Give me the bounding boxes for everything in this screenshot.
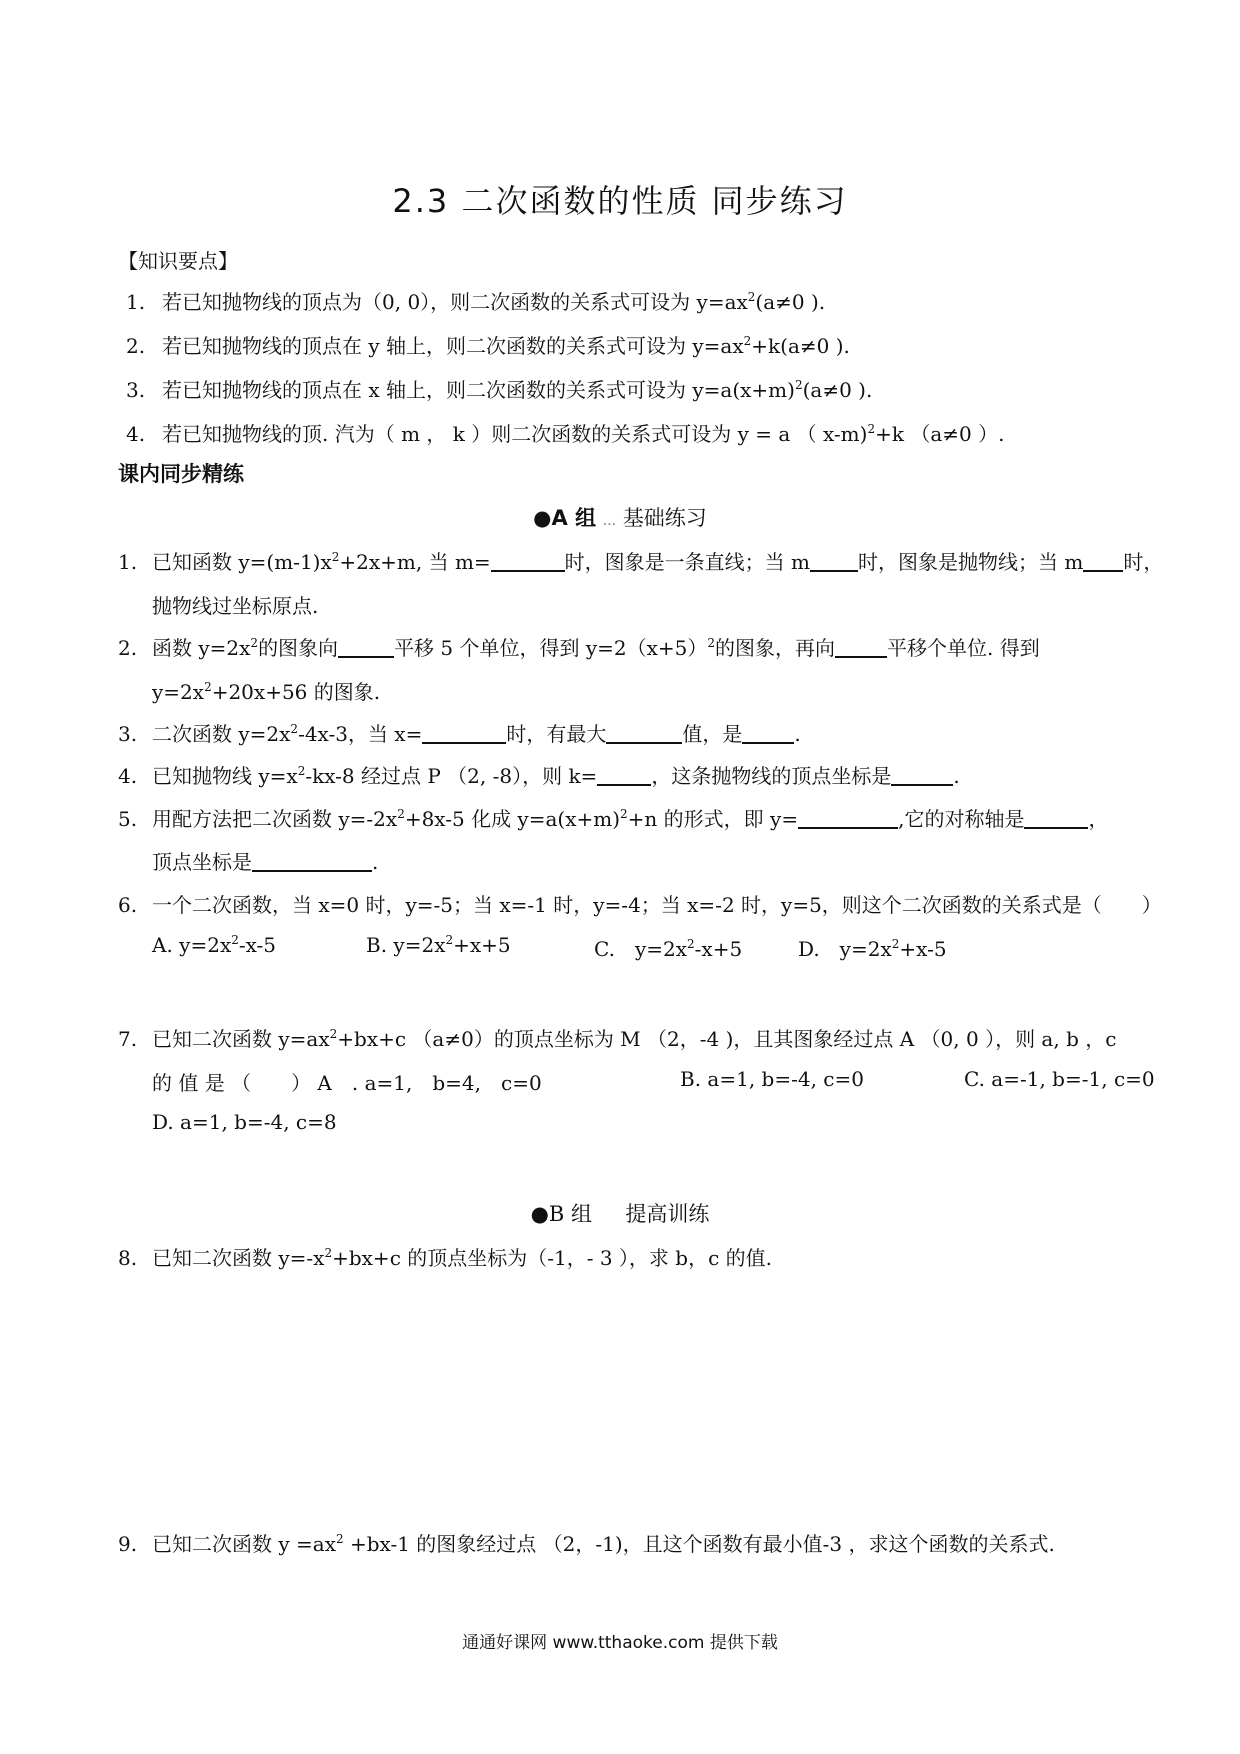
- answer-blank[interactable]: [597, 764, 651, 786]
- option-d[interactable]: D. $y=2x^2+x-5$: [798, 937, 947, 961]
- option-a[interactable]: A. $y=2x^2-x-5$: [152, 933, 277, 957]
- answer-blank[interactable]: [1083, 550, 1123, 572]
- answer-blank[interactable]: [1024, 807, 1088, 829]
- question-5: 5. 用配方法把二次函数 $y=-2x^2+8x-5$ 化成 $y=a(x+m)^2+n$ 的形式，即 y= ,它的对称轴是 ，: [118, 807, 1109, 831]
- answer-blank[interactable]: [252, 850, 372, 872]
- option-c[interactable]: C. a=-1, b=-1, c=0: [964, 1067, 1155, 1091]
- knowledge-item: 4. 若已知抛物线的顶. 汽为（ m ， k ）则二次函数的关系式可设为 y = a （ x-m)$^2$+k （a≠0 ）.: [126, 422, 1005, 446]
- option-b[interactable]: B. a=1, b=-4, c=0: [680, 1067, 864, 1091]
- section-title: 课内同步精练: [118, 462, 244, 486]
- question-1-continued: 抛物线过坐标原点.: [152, 594, 319, 618]
- question-6: 6. 一个二次函数，当 x=0 时，y=-5；当 x=-1 时，y=-4；当 x=-2 时，y=5，则这个二次函数的关系式是（ ）: [118, 893, 1162, 917]
- group-b-heading: ●B 组 提高训练: [530, 1202, 710, 1226]
- question-3: 3. 二次函数 $y=2x^2-4x-3$，当 x= 时，有最大 值，是 .: [118, 722, 801, 746]
- question-7: 7. 已知二次函数 $y=ax^2+bx+c$ （a≠0）的顶点坐标为 M （2，-4 )，且其图象经过点 A （0, 0 ），则 a, b ，c: [118, 1027, 1117, 1051]
- knowledge-item: 2. 若已知抛物线的顶点在 y 轴上，则二次函数的关系式可设为 $y=ax^2+k(a\ne 0$ ).: [126, 334, 850, 358]
- question-2-continued: $y=2x^2+20x+56$ 的图象.: [152, 680, 381, 704]
- option-c[interactable]: C. $y=2x^2-x+5$: [594, 937, 743, 961]
- knowledge-item: 1. 若已知抛物线的顶点为（0, 0），则二次函数的关系式可设为 $y=ax^2(a\ne 0$ ).: [126, 290, 826, 314]
- answer-blank[interactable]: [742, 722, 794, 744]
- answer-blank[interactable]: [338, 636, 394, 658]
- question-1: 1. 已知函数 $y=(m-1)x^2+2x+m$, 当 m= 时，图象是一条直线；当 m 时，图象是抛物线；当 m 时，: [118, 550, 1164, 574]
- knowledge-item: 3. 若已知抛物线的顶点在 x 轴上，则二次函数的关系式可设为 $y=a(x+m)^2(a\ne 0$ ).: [126, 378, 873, 402]
- question-4: 4. 已知抛物线 $y=x^2-kx-8$ 经过点 P （2, -8），则 k= ，这条抛物线的顶点坐标是 .: [118, 764, 960, 788]
- question-2: 2. 函数 $y=2x^2$的图象向 平移 5 个单位，得到 $y=2(x+5)^2$的图象，再向 平移个单位. 得到: [118, 636, 1040, 660]
- answer-blank[interactable]: [798, 807, 898, 829]
- answer-blank[interactable]: [422, 722, 506, 744]
- answer-blank[interactable]: [810, 550, 858, 572]
- question-9: 9. 已知二次函数 $y =ax^2 +bx-1$ 的图象经过点 （2，-1)，且这个函数有最小值-3 ，求这个函数的关系式.: [118, 1532, 1055, 1556]
- answer-blank[interactable]: [891, 764, 953, 786]
- option-b[interactable]: B. $y=2x^2+x+5$: [366, 933, 511, 957]
- page-footer: 通通好课网 www.tthaoke.com 提供下载: [462, 1633, 778, 1653]
- option-a[interactable]: 的 值 是 （ ） A . a=1, b=4, c=0: [152, 1071, 542, 1095]
- answer-blank[interactable]: [606, 722, 682, 744]
- group-a-heading: ●A 组 ... 基础练习: [533, 506, 707, 530]
- answer-blank[interactable]: [835, 636, 887, 658]
- page-title: 2.3 二次函数的性质 同步练习: [392, 182, 848, 220]
- option-d[interactable]: D. a=1, b=-4, c=8: [152, 1110, 337, 1134]
- question-5-continued: 顶点坐标是 .: [152, 850, 379, 874]
- question-8: 8. 已知二次函数 $y=-x^2+bx+c$ 的顶点坐标为（-1，- 3 ），求 b，c 的值.: [118, 1246, 773, 1270]
- knowledge-heading: 【知识要点】: [118, 249, 238, 273]
- answer-blank[interactable]: [491, 550, 565, 572]
